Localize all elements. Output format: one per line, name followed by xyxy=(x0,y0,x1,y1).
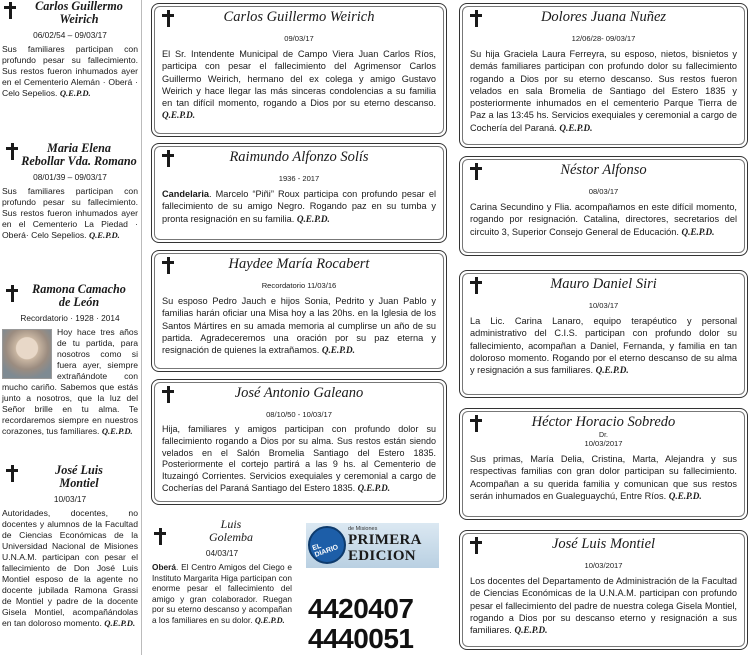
cross-icon xyxy=(154,528,166,545)
obituary-date: 10/03/17 xyxy=(588,301,619,310)
portrait-photo xyxy=(2,329,52,379)
obituary-name: José Antonio Galeano xyxy=(234,385,364,401)
name-line: Montiel xyxy=(59,476,99,490)
obituary-date: 12/06/28- 09/03/17 xyxy=(571,34,636,43)
obituary-name: Dolores Juana Nuñez xyxy=(540,9,667,25)
left-column xyxy=(0,0,142,655)
newspaper-logo-icon xyxy=(308,526,346,564)
obituary-left-camacho xyxy=(0,283,140,437)
qepd: Q.E.P.D. xyxy=(559,122,593,133)
qepd: Q.E.P.D. xyxy=(296,213,330,224)
obituary-date: 1936 - 2017 xyxy=(278,174,320,183)
obituary-date: 06/02/54 – 09/03/17 xyxy=(33,30,107,40)
obituary-text xyxy=(162,295,436,356)
obituary-name: Haydee María Rocabert xyxy=(228,256,370,272)
obituary-box-rocabert xyxy=(151,250,447,372)
newspaper-ad xyxy=(296,511,446,655)
cross-icon xyxy=(162,150,174,167)
name-line: Golemba xyxy=(209,530,253,544)
name-line: José Luis xyxy=(55,463,103,477)
obituary-name: Raimundo Alfonzo Solís xyxy=(229,149,369,165)
ad-brand: PRIMERA xyxy=(348,532,422,548)
obituary-text xyxy=(470,315,737,376)
text-body: Sus familiares participan con profundo pesar su fallecimiento. Sus restos fueron inhumados ayer en el Cementerio Alemán · Oberá · Celo Sepelios. xyxy=(2,44,138,98)
obituary-date: 04/03/17 xyxy=(205,548,239,558)
text-body: Sus familiares participan con profundo pesar su fallecimiento. Sus restos fueron inhumados ayer en el Cementerio La Piedad · Oberá· Celo Sepelios. xyxy=(2,186,138,240)
obituary-text xyxy=(470,453,737,502)
obituary-date: 08/01/39 – 09/03/17 xyxy=(33,172,107,182)
obituary-box-weirich xyxy=(151,3,447,137)
obituary-box-montiel xyxy=(459,530,748,650)
obituary-date: 10/03/17 xyxy=(53,494,87,504)
ad-brand: EDICION xyxy=(348,548,416,564)
qepd: Q.E.P.D. xyxy=(514,625,548,636)
qepd: Q.E.P.D. xyxy=(104,618,136,628)
text-body: Su hija Graciela Laura Ferreyra, su esposo, nietos, bisnietos y demás familiares participan con profundo dolor su fallecimiento rogando a Dios por su eterno descanso. Sus restos fueron velados en sala Bromelia de Santiago del Estero 1835 y posteriormente inhumados en el cementerio Parque Tierra de Paz a las 13:45 hs. Servicios exequiales y ceremonial a cargo de Cochería del Paraná. xyxy=(470,49,737,133)
obituary-date: 09/03/17 xyxy=(284,34,314,43)
obituary-name xyxy=(18,0,140,26)
obituary-text xyxy=(470,48,737,134)
text-body: Autoridades, docentes, no docentes y alumnos de la Facultad de Ciencias Económicas de la Universidad Nacional de Misiones U.N.A.M. participan con pesar el fallecimiento de Don José Luis Montiel esposo de la agente no docente jubilada Ramona Grassi de Montiel y padre de la docente Gisela Montiel, acompañándolas en tan doloroso momento. xyxy=(2,508,138,628)
text-body: La Lic. Carina Lanaro, equipo terapéutico y personal administrativo del C.I.S. participan con profundo dolor su fallecimiento, acompañan a Daniel, Fernanda, y familia en tan doloroso momento. Rogando por el eterno descanso de su alma y resignación a sus familiares. xyxy=(470,316,737,376)
cross-icon xyxy=(162,257,174,274)
text-body: . El Centro Amigos del Ciego e Instituto Margarita Higa participan con enorme pesar el fallecimiento del amigo y gran colaborador. Ruegan por su eterno descanso y acompañan a los familiares en su dolor. xyxy=(152,562,292,625)
obituary-name: Carlos Guillermo Weirich xyxy=(223,9,375,25)
qepd: Q.E.P.D. xyxy=(88,230,120,240)
obituary-text xyxy=(162,188,436,225)
obituary-name xyxy=(18,283,140,309)
obituary-text xyxy=(150,562,294,627)
cross-icon xyxy=(470,537,482,554)
qepd: Q.E.P.D. xyxy=(681,226,715,237)
text-body: Los docentes del Departamento de Administración de la Facultad de Ciencias Económicas de la U.N.A.M. participan con profundo pesar el fallecimiento del padre de nuestra colega Gisela Montiel, rogando a Dios por su descanso eterno y resignación a sus familiares. xyxy=(470,576,737,636)
name-line: Ramona Camacho xyxy=(32,282,126,296)
name-line: de León xyxy=(58,295,100,309)
obituary-date: 10/03/2017 xyxy=(584,439,623,448)
qepd: Q.E.P.D. xyxy=(162,110,196,121)
text-body: Sus primas, María Delia, Cristina, Marta, Alejandra y sus respectivas familias con gran dolor participan su fallecimiento. Acompañan a su querida familia y comunican que sus restos serán inhumados en Gualeguaychú, Entre Ríos. xyxy=(470,454,737,501)
cross-icon xyxy=(6,143,18,160)
obituary-text xyxy=(0,508,140,629)
obituary-box-alfonso xyxy=(459,156,748,256)
obituary-name: José Luis Montiel xyxy=(551,536,656,552)
obituary-text xyxy=(470,201,737,238)
obituary-date: Recordatorio 11/03/16 xyxy=(261,281,337,290)
text-lead: Oberá xyxy=(152,562,176,572)
right-column xyxy=(457,0,750,655)
obituary-name xyxy=(18,464,140,490)
cross-icon xyxy=(470,415,482,432)
cross-icon xyxy=(470,10,482,27)
name-line: Maria Elena xyxy=(47,141,111,155)
qepd: Q.E.P.D. xyxy=(668,490,702,501)
obituary-date: Recordatorio · 1928 · 2014 xyxy=(20,313,120,323)
obituary-text xyxy=(0,44,140,99)
obituary-left-weirich xyxy=(0,0,140,99)
obituary-text xyxy=(162,424,436,495)
text-body: Su esposo Pedro Jauch e hijos Sonia, Pedrito y Juan Pablo y familias harán oficiar una Misa hoy a las 20hs. en la Iglesia de los Santos Mártires en su amada memoria al cumplirse un año de su partida. Agradeceremos una oración por su paz eterna y resignación de quienes la extrañamos. xyxy=(162,296,436,356)
logo-text: EL DIARIO xyxy=(311,542,340,559)
obituary-text xyxy=(0,186,140,241)
title-prefix: Dr. xyxy=(599,432,608,439)
obituary-box-siri xyxy=(459,270,748,398)
name-line: Carlos Guillermo xyxy=(35,0,123,13)
qepd: Q.E.P.D. xyxy=(254,615,285,625)
name-line: Luis xyxy=(220,517,242,531)
cross-icon xyxy=(6,285,18,302)
obituary-text xyxy=(0,327,140,437)
obituary-name xyxy=(18,142,140,168)
qepd: Q.E.P.D. xyxy=(101,426,133,436)
obituary-date: 08/10/50 - 10/03/17 xyxy=(266,410,332,419)
cross-icon xyxy=(162,10,174,27)
text-body: Hija, familiares y amigos participan con profundo dolor su fallecimiento rogando a Dios por su alma. Sus restos están siendo velados en el Salón Bromelia Santiago del Estero 1835. Posteriormente el cortejo partirá a las 9 hs. al Cementerio de Ituzaingó Corrientes. Servicios exequiales y ceremonial a cargo de Cocherías del Paraná Santiago del Estero 1835. xyxy=(162,424,436,493)
obituary-date: 08/03/17 xyxy=(588,187,619,196)
obituary-text xyxy=(162,48,436,122)
obituary-box-sobredo xyxy=(459,408,748,520)
obituary-name: Mauro Daniel Siri xyxy=(550,276,657,292)
obituary-text xyxy=(470,575,737,636)
obituary-date: 10/03/2017 xyxy=(584,561,623,570)
name-line: Rebollar Vda. Romano xyxy=(21,154,137,168)
text-body: . Marcelo “Piñi” Roux participa con profundo pesar el fallecimiento de su amigo Negro. Rogando paz en su tumba y pronta resignación en su familia. xyxy=(162,189,436,224)
qepd: Q.E.P.D. xyxy=(321,345,355,356)
cross-icon xyxy=(162,386,174,403)
text-lead: Candelaria xyxy=(162,189,209,199)
text-body: El Sr. Intendente Municipal de Campo Viera Juan Carlos Ríos, participa con pesar el fallecimiento del Agrimensor Carlos Guillermo Weirich, hermano del ex colega y amigo Gustavo Weirich y hace llegar las más sinceras condolencias a su familia en tan difícil momento, rogando a Dios por su eterno descanso. xyxy=(162,49,436,109)
obituary-box-galeano xyxy=(151,379,447,505)
ad-phone: 4420407 xyxy=(308,593,414,624)
obituary-box-solis xyxy=(151,143,447,243)
obituary-golemba xyxy=(150,518,294,627)
cross-icon xyxy=(470,163,482,180)
text-body: Carina Secundino y Flia. acompañamos en este difícil momento, rogando por resignación. Catalina, directores, secretarios del circuito 3, Superior Consejo General de Educación. xyxy=(470,202,737,237)
obituary-name: Héctor Horacio Sobredo xyxy=(531,414,676,430)
obituary-left-montiel xyxy=(0,464,140,629)
qepd: Q.E.P.D. xyxy=(595,365,629,376)
cross-icon xyxy=(470,277,482,294)
cross-icon xyxy=(4,2,16,19)
obituary-name xyxy=(168,518,294,544)
cross-icon xyxy=(6,465,18,482)
obituary-box-nunez xyxy=(459,3,748,148)
obituary-name: Néstor Alfonso xyxy=(560,162,647,178)
qepd: Q.E.P.D. xyxy=(59,88,91,98)
text-body: Hoy hace tres años de tu partida, para nosotros como si fuera ayer, siempre extrañándote con mucho cariño. Sabemos que estás junto a nosotros, que la luz del Señor brille en tu alma. Te recordaremos siempre en nuestros corazones, tus familiares. xyxy=(2,327,138,436)
qepd: Q.E.P.D. xyxy=(357,482,390,493)
ad-phone: 4440051 xyxy=(308,623,414,654)
name-line: Weirich xyxy=(59,12,99,26)
ad-subtitle: de Misiones xyxy=(348,526,378,532)
obituary-left-rebollar xyxy=(0,142,140,241)
